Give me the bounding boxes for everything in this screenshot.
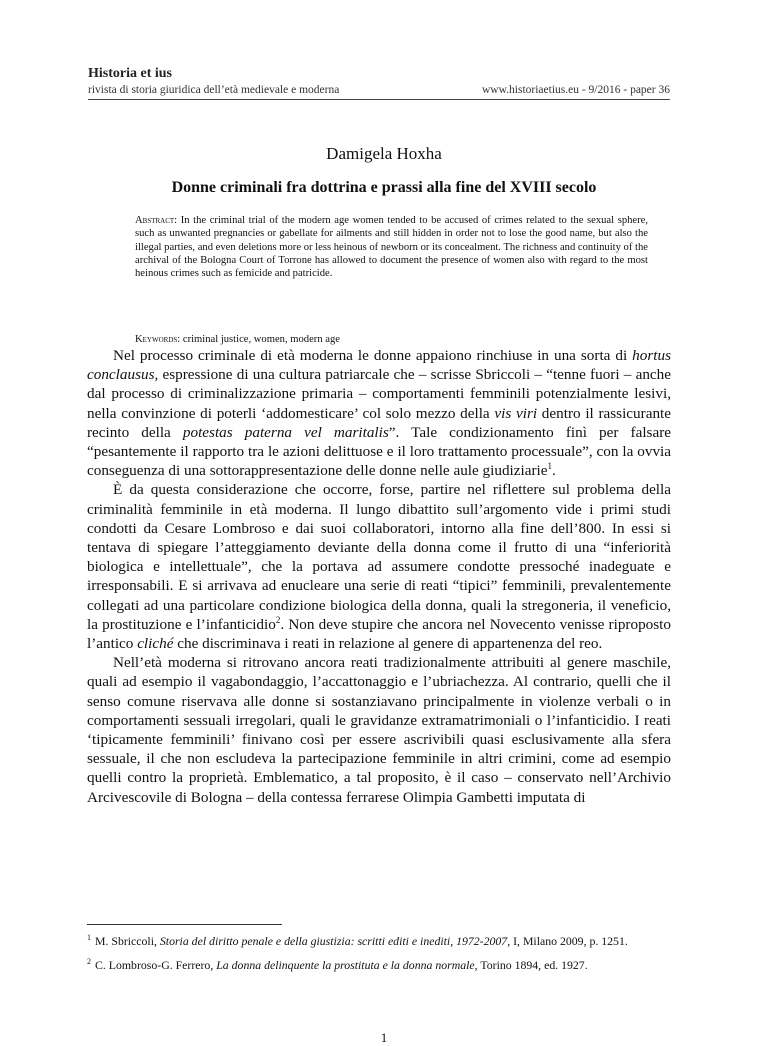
paragraph-2: [87, 480, 671, 653]
abstract-text: In the criminal trial of the modern age women tended to be accused of crimes related to the sexual sphere, such as unwanted pregnancies or gabellate for ailments and still hidden in order not to lose the good name, but also the illegal parties, and even deletions more or less heinous of newborn or its concealment. The richness and continuity of the archival of the Bologna Court of Torrone has allowed to document the presence of women also with regard to the most heinous crimes such as femicide and patricide.: [135, 215, 648, 280]
text-run: , espressione di una cultura patriarcale che – scrisse Sbriccoli – “tenne fuori – anche dal processo di criminalizzazione primaria – comportamenti femminili potenzialmente lesivi, nella convinzione di poterli ‘addomesticare’ col solo mezzo della: [87, 366, 671, 422]
footnote-number: 2: [87, 956, 91, 966]
italic-run: vis viri: [494, 404, 538, 422]
text-run: . Non deve stupire che ancora nel Novecento venisse riproposto l’antico: [87, 615, 671, 653]
header-row: [88, 84, 670, 100]
italic-run: potestas paterna vel maritalis: [182, 423, 389, 441]
paragraph-1: [87, 346, 671, 480]
footnotes: [87, 930, 671, 978]
paragraph-3: [87, 653, 671, 807]
author-name: Damigela Hoxha: [326, 144, 442, 163]
text-run: Nell’età moderna si ritrovano ancora reati tradizionalmente attribuiti al genere maschile, quali ad esempio il vagabondaggio, l’accattonaggio e l’ubriachezza. Al contrario, quelli che il senso comune riservava alle donne si sostanziavano principalmente in violenze verbali o in comportamenti sessuali irregolari, quali le gravidanze extramatrimoniali o l’infanticidio. I reati ‘tipicamente femminili’ finivano così per essere ascrivibili quasi esclusivamente alla sfera sessuale, il che non escludeva la partecipazione femminile in altri crimini, come ad esempio quelli contro la proprietà. Emblematico, a tal proposito, è il caso – conservato nell’Archivio Arcivescovile di Bologna – della contessa ferrarese Olimpia Gambetti imputata di: [87, 654, 671, 806]
journal-title: Historia et ius: [88, 66, 172, 81]
keywords-text: criminal justice, women, modern age: [182, 334, 340, 345]
italic-run: hortus conclausus: [87, 347, 671, 384]
text-run: .: [552, 462, 556, 480]
footnote-ref[interactable]: 2: [275, 614, 281, 625]
text-run: È da questa considerazione che occorre, forse, partire nel riflettere sul problema della criminalità femminile in età moderna. Il lungo dibattito sull’argomento vide i primi studi condotti da Cesare Lombroso e dai suoi collaboratori, intorno alla fine dell’800. In essi si tentava di spiegare l’atteggiamento deviante della donna come il frutto di una “inferiorità biologica e intellettuale”, che la portava ad assumere condotte pressoché inadeguate e irresponsabili. E si arrivava ad enucleare una serie di reati “tipici” femminili, prevalentemente collegati ad una particolare condizione biologica della donna, quali la stregoneria, il veneficio, la prostituzione e l’infanticidio: [87, 481, 671, 633]
abstract: [135, 214, 648, 280]
issue-info: www.historiaetius.eu - 9/2016 - paper 36: [481, 84, 670, 96]
footnote-text: , Torino 1894, ed. 1927.: [474, 957, 588, 972]
footnote-italic: Storia del diritto penale e della giustizia: scritti editi e inediti, 1972-2007: [159, 933, 508, 948]
body-text: [87, 346, 671, 807]
footnote-1: [87, 930, 671, 949]
footnote-text: , I, Milano 2009, p. 1251.: [507, 933, 628, 948]
footnote-2: [87, 954, 671, 973]
text-run: Nel processo criminale di età moderna le donne appaiono rinchiuse in una sorta di: [113, 347, 633, 364]
paper-title: Donne criminali fra dottrina e prassi alla fine del XVIII secolo: [171, 179, 597, 196]
footnote-italic: La donna delinquente la prostituta e la donna normale: [216, 957, 475, 972]
keywords: [135, 333, 648, 346]
text-run: ”. Tale condizionamento finì per falsare “pesantemente il rapporto tra le azioni delittuose e il loro trattamento processuale”, con la ovvia conseguenza di una sottorappresentazione delle donne nelle aule giudiziarie: [87, 423, 671, 480]
footnote-ref[interactable]: 1: [547, 461, 552, 472]
keywords-label: Keywords:: [135, 334, 181, 345]
abstract-label: Abstract:: [135, 215, 178, 226]
page-number: 1: [380, 1030, 388, 1045]
italic-run: cliché: [137, 635, 174, 653]
running-header: [88, 66, 670, 100]
footnote-text: M. Sbriccoli,: [95, 933, 160, 948]
text-run: dentro il rassicurante recinto della: [87, 404, 671, 441]
footnote-text: C. Lombroso-G. Ferrero,: [95, 957, 217, 972]
footnote-divider: [87, 924, 282, 925]
text-run: che discriminava i reati in relazione al genere di appartenenza del reo.: [173, 635, 603, 653]
footnote-number: 1: [87, 933, 91, 942]
journal-subtitle: rivista di storia giuridica dell’età medievale e moderna: [88, 84, 340, 96]
